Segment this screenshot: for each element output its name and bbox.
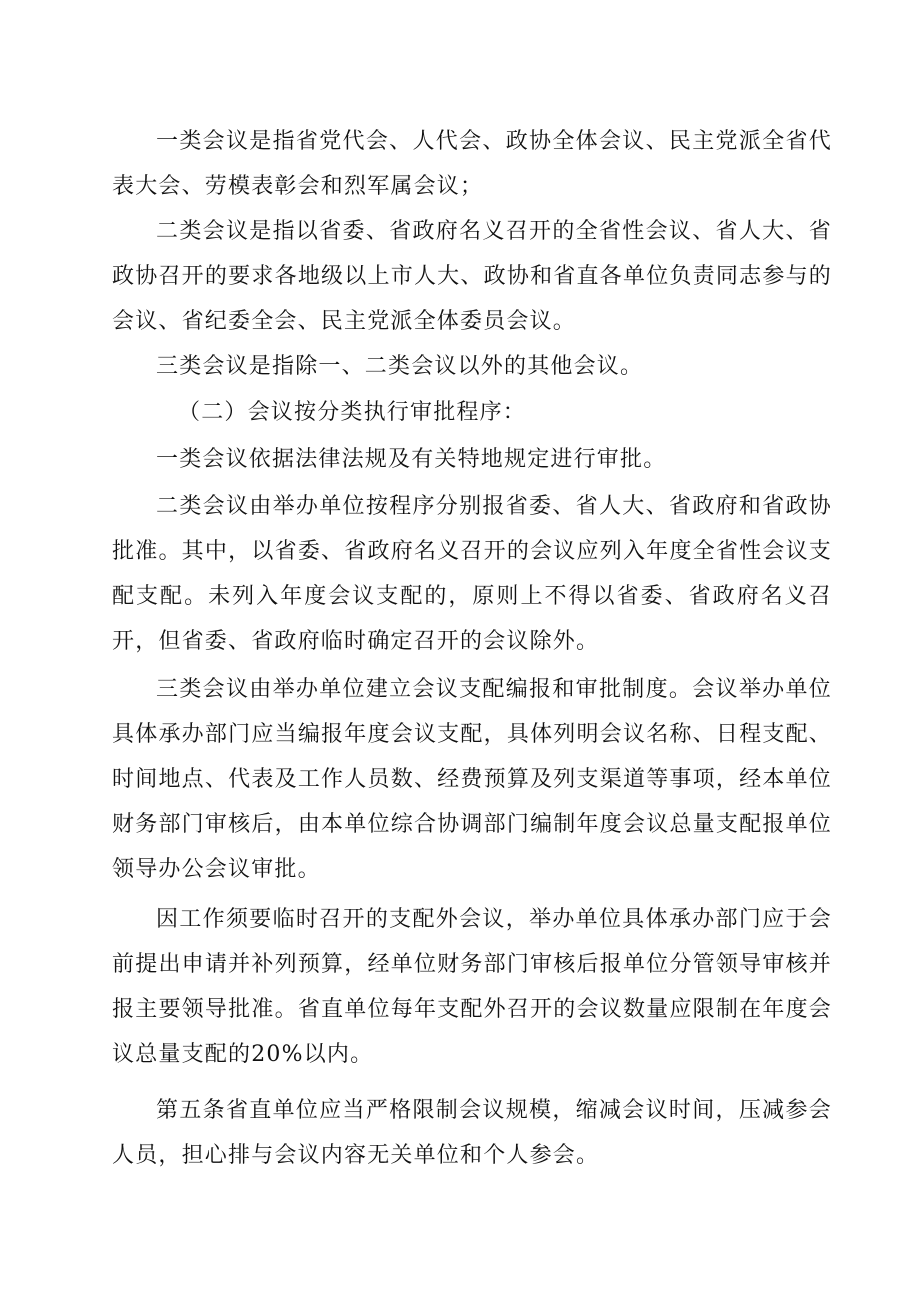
paragraph-class-one-meetings: 一类会议是指省党代会、人代会、政协全体会议、民主党派全省代表大会、劳模表彰会和烈军属会议； bbox=[112, 129, 832, 199]
paragraph-unscheduled-meetings: 因工作须要临时召开的支配外会议，举办单位具体承办部门应于会前提出申请并补列预算，经单位财务部门审核后报单位分管领导审核并报主要领导批准。省直单位每年支配外召开的会议数量应限制在年度会议总量支配的20%以内。 bbox=[112, 907, 832, 1067]
paragraph-class-two-meetings: 二类会议是指以省委、省政府名义召开的全省性会议、省人大、省政协召开的要求各地级以上市人大、政协和省直各单位负责同志参与的会议、省纪委全会、民主党派全体委员会议。 bbox=[112, 219, 832, 334]
paragraph-class-two-approval: 二类会议由举办单位按程序分别报省委、省人大、省政府和省政协批准。其中，以省委、省政府名义召开的会议应列入年度全省性会议支配支配。未列入年度会议支配的，原则上不得以省委、省政府名义召开，但省委、省政府临时确定召开的会议除外。 bbox=[112, 494, 832, 654]
paragraph-class-one-approval: 一类会议依据法律法规及有关特地规定进行审批。 bbox=[156, 447, 667, 472]
paragraph-article-five: 第五条省直单位应当严格限制会议规模，缩减会议时间，压减参会人员，担心排与会议内容无关单位和个人参会。 bbox=[112, 1098, 832, 1168]
section-heading-approval: （二）会议按分类执行审批程序： bbox=[178, 400, 527, 425]
paragraph-class-three-meetings: 三类会议是指除一、二类会议以外的其他会议。 bbox=[156, 354, 644, 379]
paragraph-class-three-approval: 三类会议由举办单位建立会议支配编报和审批制度。会议举办单位具体承办部门应当编报年度会议支配，具体列明会议名称、日程支配、时间地点、代表及工作人员数、经费预算及列支渠道等事项，经本单位财务部门审核后，由本单位综合协调部门编制年度会议总量支配报单位领导办公会议审批。 bbox=[112, 677, 832, 882]
